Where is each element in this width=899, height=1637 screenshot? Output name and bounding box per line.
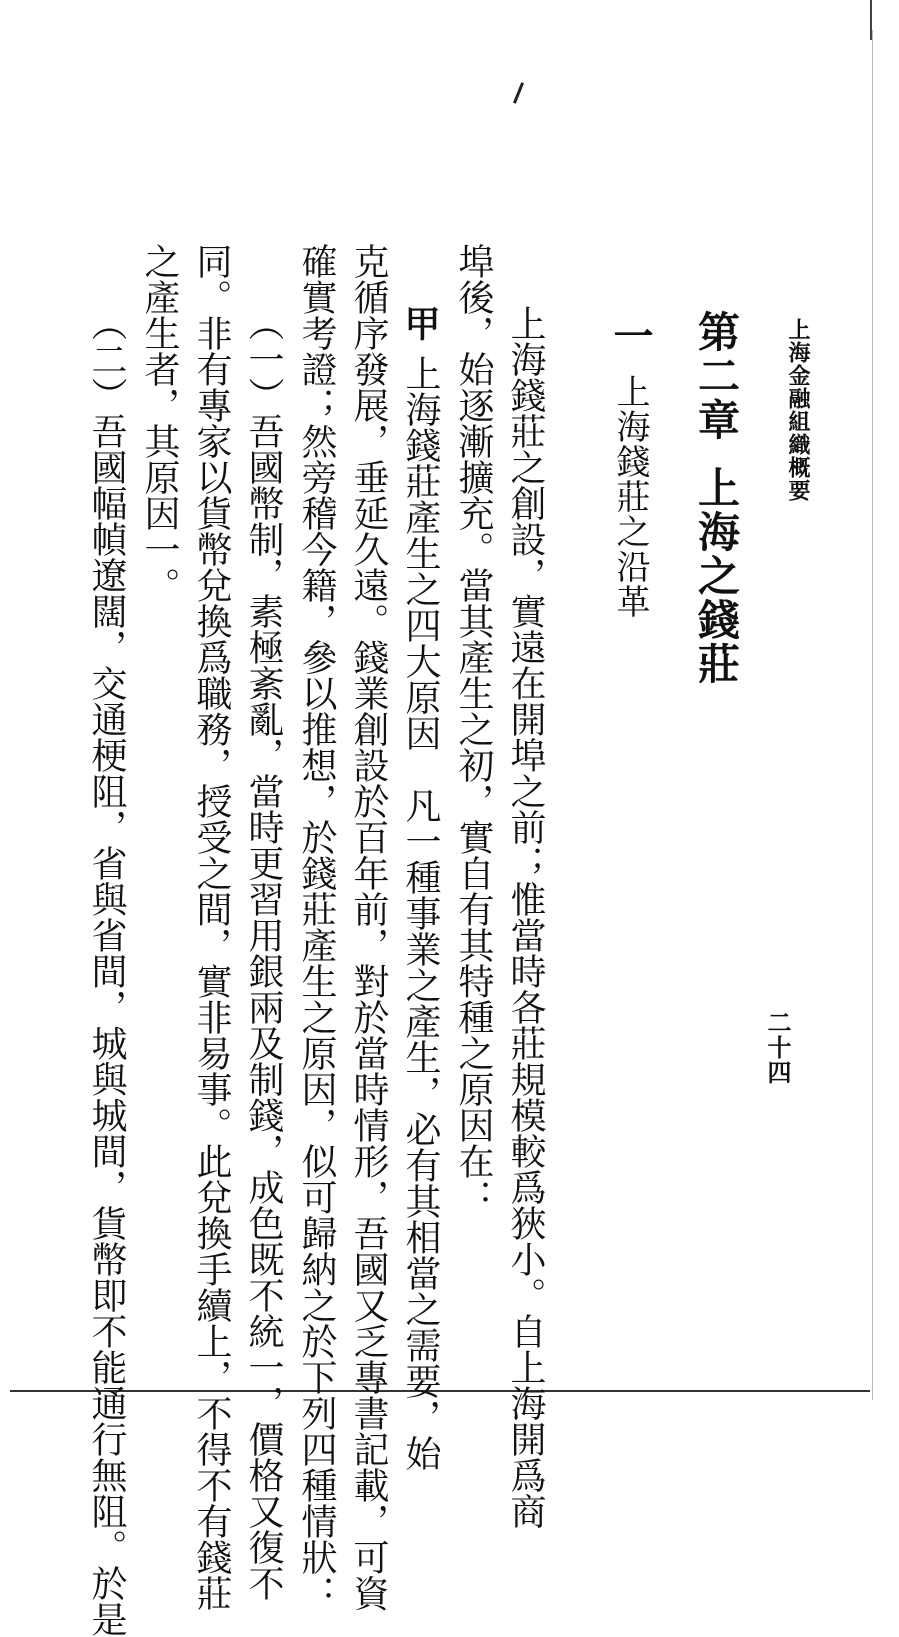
text-column-1: 上海錢莊之創設，實遠在開埠之前；惟當時各莊規模較爲狹小。自上海開爲商 <box>505 305 546 1529</box>
section-number: 一 <box>607 315 654 356</box>
chapter-number: 第二章 <box>692 310 741 442</box>
scan-edge-right <box>872 30 873 1400</box>
chapter-title: 上海之錢莊 <box>692 466 741 686</box>
subsection-text: 上海錢莊產生之四大原因 凡一種事業之產生，必有其相當之需要，始 <box>400 355 441 1471</box>
page-number: 二十四 <box>763 1010 792 1085</box>
section-heading <box>607 315 654 619</box>
text-column-6: （一）吾國幣制，素極紊亂，當時更習用銀兩及制錢，成色既不統一，價格又復不 <box>243 305 284 1601</box>
subsection-label: 甲 <box>399 305 441 341</box>
chapter-heading <box>692 310 741 686</box>
text-column-7: 同。非有專家以貨幣兌換爲職務，授受之間，實非易事。此兌換手續上，不得不有錢莊 <box>191 243 232 1611</box>
text-column-8: 之產生者，其原因一。 <box>139 243 180 603</box>
stray-pen-mark <box>513 82 524 104</box>
text-column-4: 克循序發展，垂延久遠。錢業創設於百年前，對於當時情形，吾國又乏專書記載，可資 <box>348 243 389 1611</box>
text-column-5: 確實考證；然旁稽今籍，參以推想，於錢莊產生之原因，似可歸納之於下列四種情狀： <box>296 243 337 1611</box>
section-title: 上海錢莊之沿革 <box>610 374 650 619</box>
running-head: 上海金融組織概要 <box>785 318 811 502</box>
text-column-9: （二）吾國幅幀遼闊，交通梗阻，省與省間，城與城間，貨幣即不能通行無阻。於是 <box>86 305 127 1637</box>
text-column-3 <box>399 305 441 1471</box>
text-column-2: 埠後，始逐漸擴充。當其產生之初，實自有其特種之原因在： <box>453 243 494 1215</box>
